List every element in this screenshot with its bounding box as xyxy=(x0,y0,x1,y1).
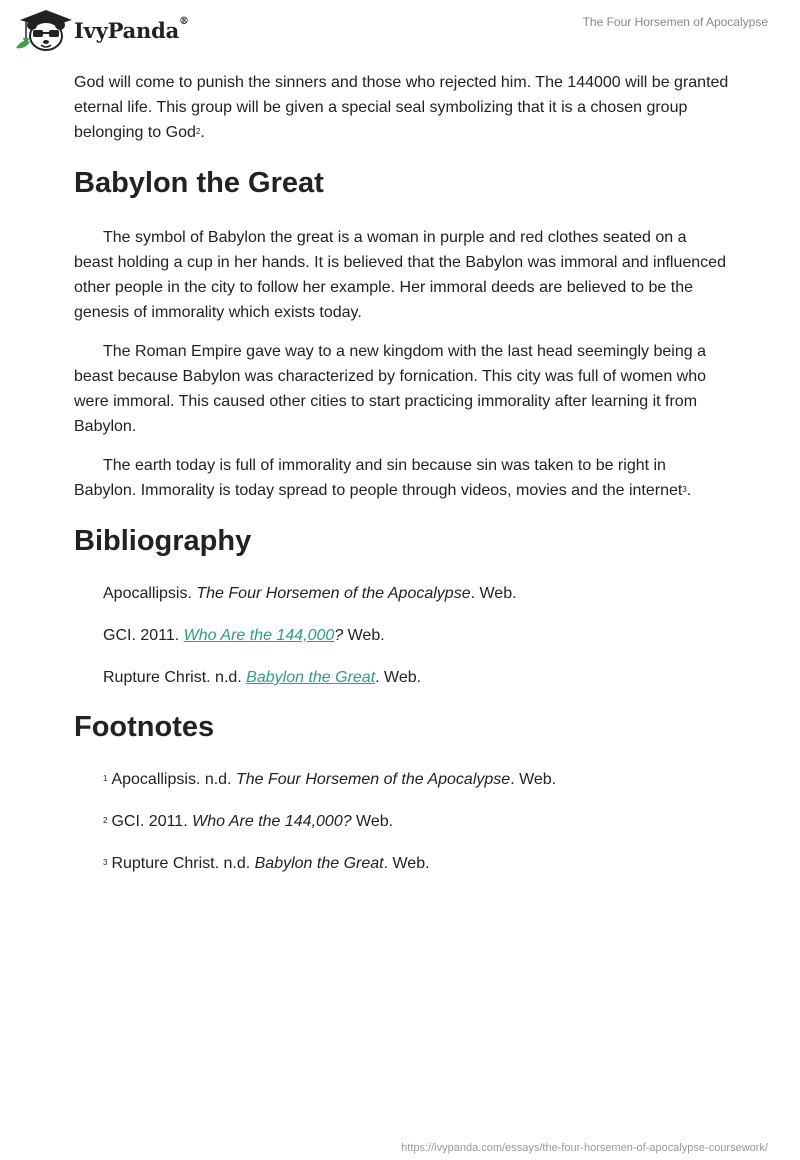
footnotes-list xyxy=(74,769,730,875)
footnote-number: 2 xyxy=(103,816,108,825)
bibliography-item: Rupture Christ. n.d. Babylon the Great. Web. xyxy=(103,669,422,686)
bibliography-link[interactable]: Who Are the 144,000 xyxy=(183,627,335,644)
bibliography-item: GCI. 2011. Who Are the 144,000? Web. xyxy=(103,627,385,644)
footnote-item: $^3$ Rupture Christ. n.d. Babylon the Great. Web. xyxy=(103,855,430,872)
babylon-paragraph-2: The Roman Empire gave way to a new kingdom with the last head seemingly being a beast because Babylon was characterized by fornication. This city was full of women who were immoral. This caused other cities to start practicing immorality after learning it from Babylon. xyxy=(74,343,707,435)
section-heading-babylon: Babylon the Great xyxy=(74,167,324,199)
section-heading-bibliography: Bibliography xyxy=(74,525,252,557)
page-header xyxy=(0,0,800,64)
section-heading-footnotes: Footnotes xyxy=(74,711,215,743)
ivypanda-logo[interactable] xyxy=(14,8,189,52)
footnote-number: 3 xyxy=(103,858,108,867)
footnote-item: $^2$ GCI. 2011. Who Are the 144,000? Web. xyxy=(103,813,394,830)
bibliography-link[interactable]: Babylon the Great xyxy=(246,669,376,686)
bibliography-list xyxy=(74,583,730,689)
essay-content xyxy=(74,70,730,895)
panda-logo-icon xyxy=(14,8,72,52)
bibliography-item: Apocallipsis. The Four Horsemen of the Apocalypse. Web. xyxy=(103,585,517,602)
footnote-ref[interactable]: 3 xyxy=(682,485,687,494)
brand-name: IvyPanda® xyxy=(74,15,189,43)
page-url[interactable]: https://ivypanda.com/essays/the-four-horsemen-of-apocalypse-coursework/ xyxy=(401,1142,768,1154)
footnote-item: $^1$ Apocallipsis. n.d. The Four Horsemen of the Apocalypse. Web. xyxy=(103,771,557,788)
footnote-ref[interactable]: 2 xyxy=(195,127,201,136)
intro-paragraph: God will come to punish the sinners and those who rejected him. The 144000 will be granted eternal life. This group will be given a special seal symbolizing that it is a chosen group belonging to God$^2$. xyxy=(74,74,729,141)
babylon-paragraph-1: The symbol of Babylon the great is a woman in purple and red clothes seated on a beast holding a cup in her hands. It is believed that the Babylon was immoral and influenced other people in the city to follow her example. Her immoral deeds are believed to be the genesis of immorality which exists today. xyxy=(74,229,726,321)
babylon-paragraph-3: The earth today is full of immorality and sin because sin was taken to be right in Babylon. Immorality is today spread to people through videos, movies and the internet$^3$. xyxy=(74,457,692,499)
footnote-number: 1 xyxy=(103,774,108,783)
document-title: The Four Horsemen of Apocalypse xyxy=(582,15,768,29)
